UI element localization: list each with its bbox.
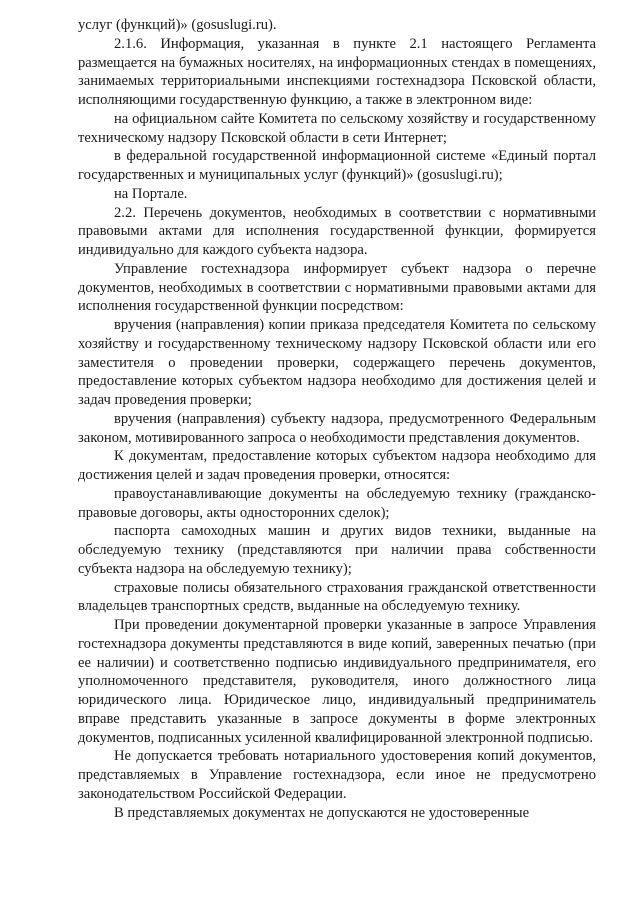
paragraph-documentary-check: При проведении документарной проверки указанные в запросе Управления гостехнадзора документы представляются в виде копий, заверенных печатью (при ее наличии) и соответственно подписью индивидуального предпринимателя, его уполномоченного представителя, руководителя, иного должностного лица юридического лица. Юридическое лицо, индивидуальный предприниматель вправе представить указанные в запросе документы в форме электронных документов, подписанных усиленной квалифицированной электронной подписью. xyxy=(78,617,596,746)
paragraph-2-1-6: 2.1.6. Информация, указанная в пункте 2.1 настоящего Регламента размещается на бумажных носителях, на информационных стендах в помещениях, занимаемых территориальными инспекциями гостехнадзора Псковской области, исполняющими государственную функцию, а также в электронном виде: xyxy=(78,35,596,108)
paragraph-title-docs: правоустанавливающие документы на обследуемую технику (гражданско-правовые договоры, акты односторонних сделок); xyxy=(78,485,596,521)
paragraph-on-portal: на Портале. xyxy=(114,185,188,202)
paragraph-continuation: услуг (функций)» (gosuslugi.ru). xyxy=(78,17,277,33)
paragraph-documents-list: К документам, предоставление которых субъектом надзора необходимо для достижения целей и задач проведения проверки, относятся: xyxy=(78,448,596,483)
paragraph-notary: Не допускается требовать нотариального удостоверения копий документов, представляемых в Управление гостехнадзора, если иное не предусмотрено законодательством Российской Федерации. xyxy=(78,748,596,802)
document-page xyxy=(78,16,596,822)
paragraph-2-2: 2.2. Перечень документов, необходимых в соответствии с нормативными правовыми актами для исполнения государственной функции, формируется индивидуально для каждого субъекта надзора. xyxy=(78,204,596,258)
paragraph-federal-portal: в федеральной государственной информационной системе «Единый портал государственных и муниципальных услуг (функций)» (gosuslugi.ru); xyxy=(78,148,596,183)
paragraph-official-site: на официальном сайте Комитета по сельскому хозяйству и государственному техническому надзору Псковской области в сети Интернет; xyxy=(78,110,596,146)
paragraph-insurance: страховые полисы обязательного страхования гражданской ответственности владельцев транспортных средств, выданные на обследуемую технику. xyxy=(78,579,596,615)
paragraph-passports: паспорта самоходных машин и других видов техники, выданные на обследуемую технику (представляются при наличии права собственности субъекта надзора на обследуемую технику); xyxy=(78,523,596,577)
paragraph-informs: Управление гостехнадзора информирует субъект надзора о перечне документов, необходимых в соответствии с нормативными правовыми актами для исполнения государственной функции посредством: xyxy=(78,260,596,315)
paragraph-request: вручения (направления) субъекту надзора, предусмотренного Федеральным законом, мотивированного запроса о необходимости представления документов. xyxy=(78,410,596,446)
paragraph-last: В представляемых документах не допускаются не удостоверенные xyxy=(114,804,530,821)
paragraph-order-copy: вручения (направления) копии приказа председателя Комитета по сельскому хозяйству и государственному техническому надзору Псковской области или его заместителя о проведении проверки, содержащего перечень документов, предоставление которых субъектом надзора необходимо для достижения целей и задач проведения проверки; xyxy=(78,317,596,408)
